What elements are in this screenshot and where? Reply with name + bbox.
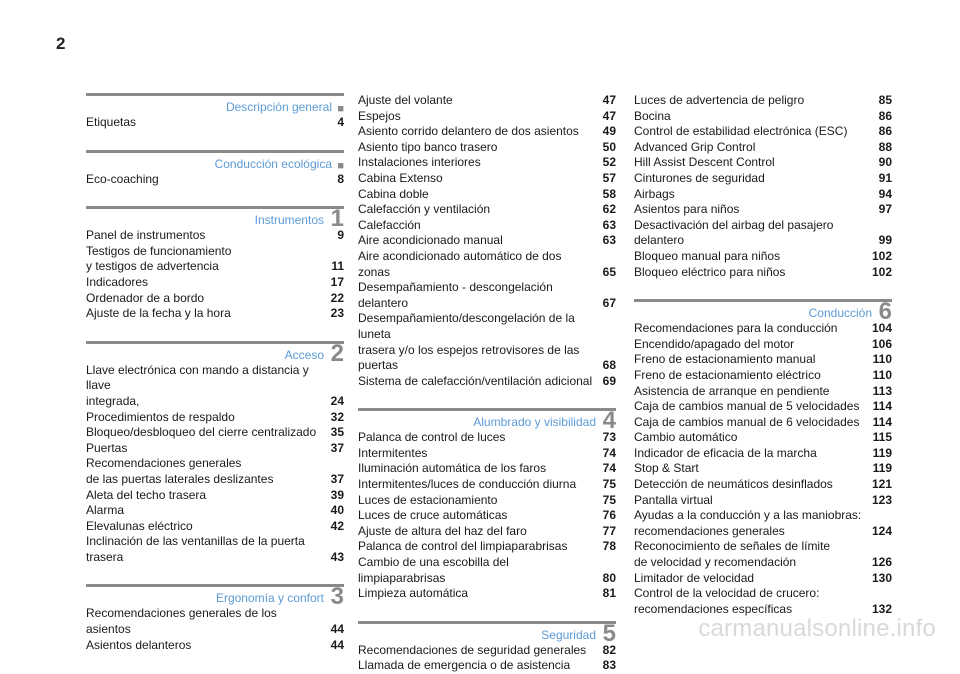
- section-header: [634, 298, 892, 326]
- entry-page: 81: [602, 586, 616, 601]
- entry-title: Intermitentes/luces de conducción diurna: [358, 477, 577, 492]
- section-header: [358, 407, 616, 435]
- toc-entry[interactable]: [634, 415, 892, 431]
- toc-entry[interactable]: [634, 446, 892, 462]
- entry-title: Control de estabilidad electrónica (ESC): [634, 124, 848, 139]
- chapter-number: 6: [878, 298, 892, 326]
- entry-page: 86: [878, 124, 892, 139]
- toc-entry[interactable]: [634, 202, 892, 218]
- entry-title: Recomendaciones generales de las puertas laterales deslizantes: [86, 456, 274, 486]
- entry-title: Llamada de emergencia o de asistencia: [358, 658, 571, 673]
- entry-page: 42: [330, 518, 344, 533]
- entry-page: 124: [871, 523, 892, 538]
- toc-entry[interactable]: [86, 425, 344, 441]
- toc-entry[interactable]: [86, 534, 344, 565]
- entry-title: Palanca de control de luces: [358, 430, 506, 445]
- entry-page: 39: [330, 487, 344, 502]
- toc-entry[interactable]: [358, 280, 616, 311]
- entry-page: 99: [878, 233, 892, 248]
- entry-page: 8: [337, 171, 344, 186]
- entry-page: 47: [602, 93, 616, 107]
- toc-entry[interactable]: [358, 155, 616, 171]
- entry-title: Reconocimiento de señales de límite de velocidad y recomendación: [634, 539, 831, 570]
- entry-page: 22: [330, 290, 344, 305]
- toc-entry[interactable]: [634, 321, 892, 337]
- toc-section: [86, 206, 344, 322]
- entry-page: 24: [330, 393, 344, 408]
- entry-title: Calefacción: [358, 217, 421, 232]
- entry-page: 23: [330, 306, 344, 321]
- section-header: [358, 619, 616, 647]
- entry-page: 78: [602, 539, 616, 554]
- entry-title: Calefacción y ventilación: [358, 202, 491, 217]
- toc-entry[interactable]: [634, 140, 892, 156]
- entry-page: 94: [878, 186, 892, 201]
- section-spacer: [634, 280, 892, 299]
- toc-entry[interactable]: [634, 109, 892, 125]
- entry-title: Elevalunas eléctrico: [86, 518, 193, 533]
- toc-entry[interactable]: [358, 555, 616, 586]
- entry-page: 115: [872, 430, 892, 445]
- toc-entry[interactable]: [358, 524, 616, 540]
- toc-entry[interactable]: [358, 446, 616, 462]
- entry-page: 57: [602, 170, 616, 185]
- toc-entry[interactable]: [634, 368, 892, 384]
- entry-title: Cabina Extenso: [358, 170, 443, 185]
- entry-page: 67: [602, 295, 616, 310]
- entry-page: 65: [602, 264, 616, 279]
- entry-title: Asiento tipo banco trasero: [358, 139, 498, 154]
- section-spacer: [358, 389, 616, 408]
- toc-entry[interactable]: [86, 488, 344, 504]
- section-divider: [358, 621, 616, 624]
- entry-title: Panel de instrumentos: [86, 228, 206, 243]
- toc-entry[interactable]: [634, 93, 892, 109]
- entry-title: Ordenador de a bordo: [86, 290, 205, 305]
- toc-entry[interactable]: [86, 638, 344, 654]
- square-bullet-icon: ■: [337, 103, 344, 115]
- entry-title: Inclinación de las ventanillas de la puerta trasera: [86, 534, 305, 564]
- entry-title: Luces de advertencia de peligro: [634, 93, 805, 107]
- toc-entry[interactable]: [634, 155, 892, 171]
- entry-title: Control de la velocidad de crucero: recomendaciones específicas: [634, 586, 820, 616]
- section-divider: [86, 150, 344, 153]
- toc-entry[interactable]: [86, 115, 344, 131]
- entry-title: Cinturones de seguridad: [634, 170, 765, 185]
- entry-page: 102: [871, 264, 892, 279]
- entry-title: Aleta del techo trasera: [86, 487, 207, 502]
- toc-entry[interactable]: [358, 430, 616, 446]
- toc-entry[interactable]: [358, 643, 616, 659]
- entry-title: Puertas: [86, 440, 128, 455]
- entry-title: Stop & Start: [634, 461, 699, 476]
- entry-title: Testigos de funcionamiento y testigos de advertencia: [86, 243, 232, 274]
- entry-title: Asientos para niños: [634, 202, 740, 217]
- entry-page: 63: [602, 233, 616, 248]
- toc-entry[interactable]: [634, 218, 892, 249]
- entry-title: Freno de estacionamiento manual: [634, 352, 816, 367]
- entry-title: Intermitentes: [358, 445, 428, 460]
- entry-page: 9: [337, 228, 344, 243]
- entry-title: Procedimientos de respaldo: [86, 409, 235, 424]
- entry-page: 35: [330, 425, 344, 440]
- toc-section: [86, 93, 344, 131]
- entry-title: Asientos delanteros: [86, 637, 192, 652]
- entry-page: 104: [871, 321, 892, 336]
- toc-entry[interactable]: [86, 291, 344, 307]
- toc-entry[interactable]: [634, 461, 892, 477]
- toc-column-3: [634, 93, 892, 617]
- toc-entry[interactable]: [358, 493, 616, 509]
- entry-page: 74: [602, 461, 616, 476]
- toc-entry[interactable]: [86, 306, 344, 322]
- entry-page: 62: [602, 202, 616, 217]
- toc-entry[interactable]: [634, 430, 892, 446]
- entry-title: Alarma: [86, 503, 125, 518]
- toc-section: [86, 584, 344, 653]
- entry-page: 90: [878, 155, 892, 170]
- section-divider: [358, 408, 616, 411]
- toc-entry[interactable]: [634, 249, 892, 265]
- entry-title: Limitador de velocidad: [634, 570, 755, 585]
- toc-entry[interactable]: [86, 363, 344, 410]
- entry-page: 82: [602, 642, 616, 657]
- chapter-number: 1: [330, 205, 344, 233]
- section-spacer: [358, 602, 616, 621]
- entry-page: 4: [337, 115, 344, 129]
- section-header: [86, 150, 344, 172]
- toc-entry[interactable]: [358, 658, 616, 674]
- toc-entry[interactable]: [86, 228, 344, 244]
- entry-page: 126: [871, 555, 892, 570]
- entry-page: 132: [871, 601, 892, 616]
- entry-title: Ayudas a la conducción y a las maniobras: recomendaciones generales: [634, 508, 862, 538]
- entry-page: 17: [330, 274, 344, 289]
- entry-title: Recomendaciones para la conducción: [634, 321, 838, 336]
- toc-section: [634, 93, 892, 280]
- entry-page: 74: [602, 445, 616, 460]
- entry-title: Caja de cambios manual de 6 velocidades: [634, 414, 860, 429]
- entry-page: 69: [602, 373, 616, 388]
- entry-title: Freno de estacionamiento eléctrico: [634, 367, 821, 382]
- entry-page: 37: [330, 471, 344, 486]
- entry-title: Cambio automático: [634, 430, 738, 445]
- entry-title: Cabina doble: [358, 186, 429, 201]
- section-header: [86, 339, 344, 367]
- toc-entry[interactable]: [358, 374, 616, 390]
- toc-entry[interactable]: [634, 571, 892, 587]
- entry-page: 32: [330, 409, 344, 424]
- section-title: Seguridad: [541, 627, 596, 642]
- entry-title: Luces de estacionamiento: [358, 492, 498, 507]
- entry-page: 43: [330, 549, 344, 564]
- entry-title: Palanca de control del limpiaparabrisas: [358, 539, 568, 554]
- entry-page: 86: [878, 108, 892, 123]
- entry-page: 68: [602, 358, 616, 373]
- entry-title: Encendido/apagado del motor: [634, 336, 795, 351]
- toc-column-1: [86, 93, 344, 653]
- entry-title: Asiento corrido delantero de dos asientos: [358, 124, 579, 139]
- entry-page: 37: [330, 440, 344, 455]
- section-spacer: [86, 131, 344, 150]
- entry-page: 80: [602, 570, 616, 585]
- toc-entry[interactable]: [358, 187, 616, 203]
- entry-title: Desempañamiento - descongelación delantero: [358, 280, 553, 310]
- entry-page: 44: [330, 637, 344, 652]
- entry-title: Instalaciones interiores: [358, 155, 481, 170]
- toc-entry[interactable]: [86, 244, 344, 275]
- toc-entry[interactable]: [358, 311, 616, 373]
- toc-entry[interactable]: [358, 109, 616, 125]
- toc-entry[interactable]: [358, 93, 616, 109]
- entry-title: Indicadores: [86, 274, 149, 289]
- section-spacer: [86, 322, 344, 341]
- entry-page: 106: [871, 336, 892, 351]
- section-title: Alumbrado y visibilidad: [473, 415, 596, 430]
- entry-page: 40: [330, 503, 344, 518]
- entry-title: Desactivación del airbag del pasajero delantero: [634, 217, 834, 248]
- toc-entry[interactable]: [358, 249, 616, 280]
- toc-entry[interactable]: [358, 140, 616, 156]
- entry-title: Iluminación automática de los faros: [358, 461, 547, 476]
- entry-title: Aire acondicionado automático de dos zonas: [358, 248, 562, 279]
- square-bullet-icon: ■: [337, 159, 344, 172]
- toc-entry[interactable]: [86, 172, 344, 188]
- chapter-number: 5: [602, 619, 616, 647]
- entry-title: Etiquetas: [86, 115, 137, 129]
- toc-entry[interactable]: [358, 586, 616, 602]
- toc-entry[interactable]: [634, 493, 892, 509]
- entry-title: Ajuste del volante: [358, 93, 453, 107]
- entry-title: Ajuste de la fecha y la hora: [86, 306, 231, 321]
- entry-title: Recomendaciones generales de los asientos: [86, 606, 277, 637]
- entry-page: 97: [878, 202, 892, 217]
- entry-title: Bloqueo manual para niños: [634, 248, 781, 263]
- entry-page: 114: [872, 399, 892, 414]
- entry-page: 113: [872, 383, 892, 398]
- toc-entry[interactable]: [86, 275, 344, 291]
- entry-page: 63: [602, 217, 616, 232]
- entry-title: Espejos: [358, 108, 401, 123]
- entry-page: 11: [331, 259, 344, 274]
- entry-page: 123: [871, 492, 892, 507]
- toc-entry[interactable]: [358, 233, 616, 249]
- toc-entry[interactable]: [634, 384, 892, 400]
- section-title: Descripción general: [225, 100, 332, 114]
- section-divider: [86, 584, 344, 587]
- entry-page: 76: [602, 508, 616, 523]
- entry-page: 91: [878, 170, 892, 185]
- section-divider: [86, 341, 344, 344]
- toc-entry[interactable]: [634, 187, 892, 203]
- entry-title: Pantalla virtual: [634, 492, 713, 507]
- section-title: Acceso: [284, 347, 324, 362]
- entry-page: 119: [872, 445, 892, 460]
- toc-entry[interactable]: [634, 539, 892, 570]
- entry-page: 50: [602, 139, 616, 154]
- entry-page: 110: [872, 367, 892, 382]
- entry-title: Luces de cruce automáticas: [358, 508, 508, 523]
- entry-page: 44: [330, 622, 344, 637]
- toc-column-2: [358, 93, 616, 674]
- entry-title: Bloqueo eléctrico para niños: [634, 264, 786, 279]
- toc-entry[interactable]: [358, 477, 616, 493]
- section-divider: [634, 299, 892, 302]
- entry-page: 110: [872, 352, 892, 367]
- toc-entry[interactable]: [358, 202, 616, 218]
- entry-title: Llave electrónica con mando a distancia y llave integrada,: [86, 362, 309, 408]
- toc-entry[interactable]: [358, 124, 616, 140]
- entry-title: Airbags: [634, 186, 675, 201]
- page-number: 2: [56, 34, 66, 53]
- entry-title: Desempañamiento/descongelación de la luneta trasera y/o los espejos retrovisores de las puertas: [358, 311, 580, 373]
- toc-section: [358, 93, 616, 389]
- toc-entry[interactable]: [634, 171, 892, 187]
- entry-title: Detección de neumáticos desinflados: [634, 477, 833, 492]
- entry-title: Bloqueo/desbloqueo del cierre centralizado: [86, 425, 317, 440]
- entry-page: 73: [602, 430, 616, 445]
- toc-entry[interactable]: [86, 606, 344, 637]
- entry-title: Indicador de eficacia de la marcha: [634, 445, 817, 460]
- entry-page: 75: [602, 477, 616, 492]
- toc-entry[interactable]: [634, 337, 892, 353]
- chapter-number: 2: [330, 339, 344, 367]
- entry-title: Bocina: [634, 108, 671, 123]
- toc-entry[interactable]: [634, 508, 892, 539]
- toc-entry[interactable]: [358, 508, 616, 524]
- toc-entry[interactable]: [634, 586, 892, 617]
- section-header: [86, 583, 344, 611]
- toc-entry[interactable]: [634, 477, 892, 493]
- section-divider: [86, 93, 344, 96]
- toc-entry[interactable]: [86, 410, 344, 426]
- entry-page: 49: [602, 124, 616, 139]
- section-spacer: [86, 187, 344, 206]
- entry-page: 75: [602, 492, 616, 507]
- section-title: Ergonomía y confort: [215, 591, 324, 606]
- entry-title: Caja de cambios manual de 5 velocidades: [634, 399, 860, 414]
- toc-section: [86, 150, 344, 188]
- entry-title: Advanced Grip Control: [634, 139, 756, 154]
- entry-page: 121: [871, 477, 892, 492]
- toc-section: [634, 299, 892, 617]
- chapter-number: 4: [602, 407, 616, 435]
- entry-title: Asistencia de arranque en pendiente: [634, 383, 830, 398]
- entry-page: 77: [602, 523, 616, 538]
- entry-page: 85: [878, 93, 892, 107]
- entry-title: Hill Assist Descent Control: [634, 155, 775, 170]
- entry-page: 88: [878, 139, 892, 154]
- entry-page: 102: [871, 248, 892, 263]
- section-header: [86, 205, 344, 233]
- section-title: Conducción: [808, 306, 872, 321]
- section-title: Instrumentos: [254, 213, 324, 228]
- toc-entry[interactable]: [86, 456, 344, 487]
- section-divider: [86, 206, 344, 209]
- toc-entry[interactable]: [358, 539, 616, 555]
- section-spacer: [86, 565, 344, 584]
- toc-entry[interactable]: [634, 124, 892, 140]
- entry-page: 130: [871, 570, 892, 585]
- toc-section: [86, 341, 344, 566]
- toc-entry[interactable]: [358, 461, 616, 477]
- entry-title: Sistema de calefacción/ventilación adicional: [358, 373, 593, 388]
- entry-title: Ajuste de altura del haz del faro: [358, 523, 527, 538]
- entry-page: 58: [602, 186, 616, 201]
- entry-page: 47: [602, 108, 616, 123]
- entry-title: Aire acondicionado manual: [358, 233, 503, 248]
- section-header: [86, 93, 344, 115]
- entry-title: Eco-coaching: [86, 171, 159, 186]
- toc-section: [358, 408, 616, 602]
- toc-entry[interactable]: [86, 441, 344, 457]
- entry-page: 114: [872, 414, 892, 429]
- toc-entry[interactable]: [634, 352, 892, 368]
- toc-entry[interactable]: [358, 218, 616, 234]
- toc-section: [358, 621, 616, 674]
- toc-entry[interactable]: [634, 399, 892, 415]
- toc-entry[interactable]: [634, 265, 892, 281]
- toc-entry[interactable]: [358, 171, 616, 187]
- entry-page: 83: [602, 658, 616, 673]
- entry-title: Recomendaciones de seguridad generales: [358, 642, 587, 657]
- toc-entry[interactable]: [86, 503, 344, 519]
- toc-entry[interactable]: [86, 519, 344, 535]
- entry-page: 119: [872, 461, 892, 476]
- entry-page: 52: [602, 155, 616, 170]
- watermark: carmanualsonline.info: [698, 615, 936, 642]
- section-title: Conducción ecológica: [214, 156, 332, 171]
- entry-title: Cambio de una escobilla del limpiaparabrisas: [358, 555, 509, 585]
- chapter-number: 3: [330, 583, 344, 611]
- entry-title: Limpieza automática: [358, 586, 469, 601]
